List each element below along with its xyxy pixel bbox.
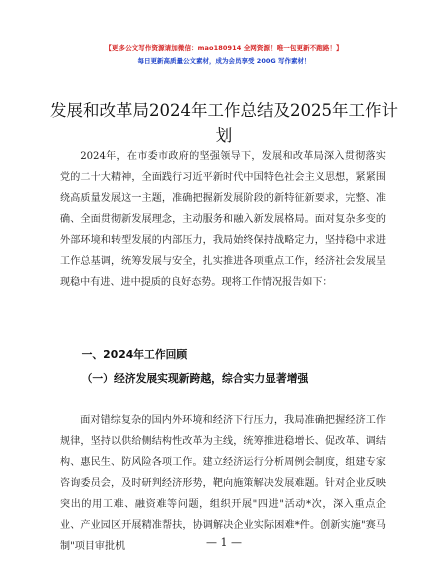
subsection-heading: （一）经济发展实现新跨越，综合实力显著增强 <box>81 372 309 385</box>
body-paragraph: 面对错综复杂的国内外环境和经济下行压力，我局准确把握经济工作规律，坚持以供给侧结构性改革为主线，统筹推进稳增长、促改革、调结构、惠民生、防风险各项工作。建立经济运行分析周例会制度，组建专家咨询委员会，及时研判经济形势，靶向施策解决发展难题。针对企业反映突出的用工难、融资难等问题，组织开展"四进"活动*次，深入重点企业、产业园区开展精准帮扶，协调解决企业实际困难*件。创新实施"赛马制"项目审批机 <box>60 415 386 552</box>
promo-banner-line-2: 每日更新高质量公文素材，成为会员享受 200G 写作素材！ <box>137 57 311 65</box>
section-heading: 一、2024年工作回顾 <box>81 348 188 361</box>
page-number: — 1 — <box>206 536 242 549</box>
document-title: 发展和改革局2024年工作总结及2025年工作计划 <box>50 101 398 145</box>
promo-banner-line-1: 【更多公文写作资源请加微信：mao180914 全网资源！唯一包更新不跑路！】 <box>105 44 343 52</box>
intro-paragraph: 2024年，在市委市政府的坚强领导下，发展和改革局深入贯彻落实党的二十大精神，全面践行习近平新时代中国特色社会主义思想，紧紧围绕高质量发展这一主题，准确把握新发展阶段的新特征新要求，完整、准确、全面贯彻新发展理念，主动服务和融入新发展格局。面对复杂多变的外部环境和转型发展的内部压力，我局始终保持战略定力，坚持稳中求进工作总基调，统筹发展与安全，扎实推进各项重点工作，经济社会发展呈现稳中有进、进中提质的良好态势。现将工作情况报告如下： <box>60 151 386 288</box>
